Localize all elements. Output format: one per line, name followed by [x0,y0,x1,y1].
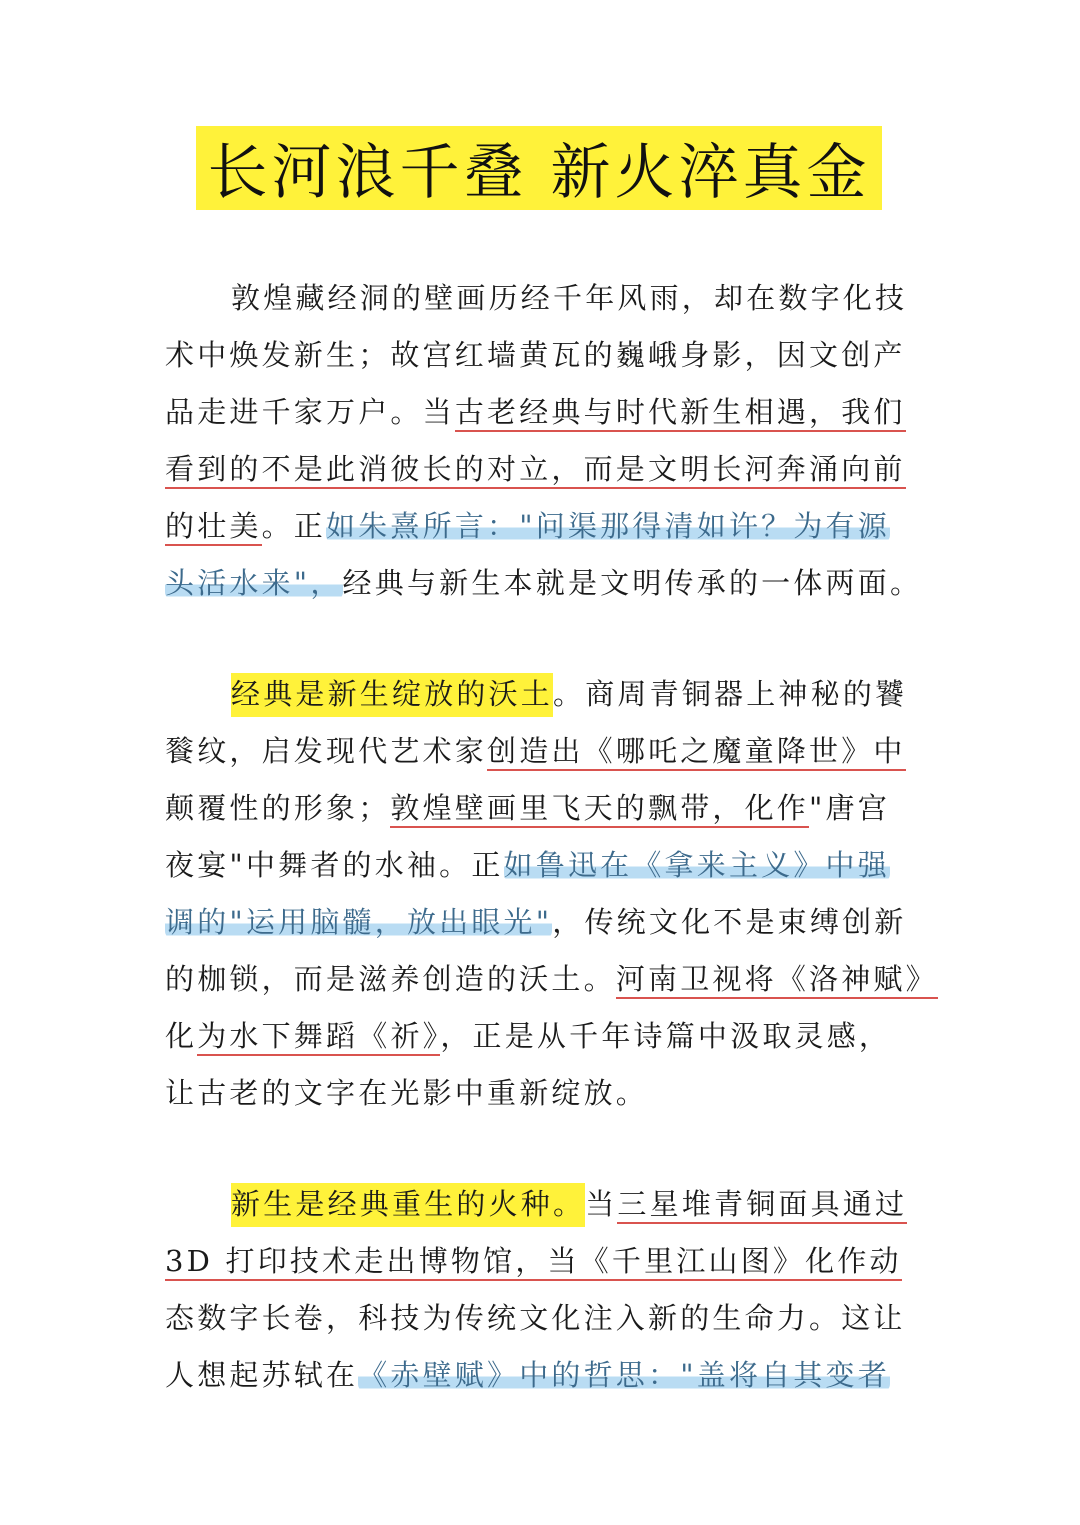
text-segment: 人想起苏轼在 [165,1358,359,1392]
text-line [165,1065,925,1122]
text-line [165,327,925,384]
text-segment: 敦煌藏经洞的壁画历经千年风雨，却在数字化技 [231,281,908,315]
underlined-text: 的壮美 [165,509,262,546]
text-line [165,666,925,723]
quote-highlight: 《赤壁赋》中的哲思："盖将自其变者 [358,1358,890,1392]
underlined-text: 河南卫视将《洛神赋》 [616,962,938,999]
text-line [165,1008,925,1065]
text-segment: 。商周青铜器上神秘的饕 [553,677,908,711]
page-title: 长河浪千叠 新火淬真金 [207,138,871,208]
quote-highlight: 如朱熹所言："问渠那得清如许？为有源 [326,509,890,543]
text-segment: 餮纹，启发现代艺术家 [165,734,488,768]
text-line [165,1347,925,1404]
text-line [165,780,925,837]
paragraph-1 [165,270,925,612]
text-line [165,441,925,498]
quote-highlight: 头活水来"， [165,566,343,600]
underlined-text: 三星堆青铜面具通过 [617,1187,907,1224]
text-segment: 态数字长卷，科技为传统文化注入新的生命力。这让 [165,1301,906,1335]
text-line [165,555,925,612]
underlined-text: 敦煌壁画里飞天的飘带，化作 [390,791,809,828]
text-segment: 术中焕发新生；故宫红墙黄瓦的巍峨身影，因文创产 [165,338,906,372]
text-segment: "唐宫 [809,791,890,825]
text-segment: 品走进千家万户。当 [165,395,455,429]
text-segment: ，正是从千年诗篇中汲取灵感， [440,1019,892,1053]
text-segment: 颠覆性的形象； [165,791,391,825]
paragraph-3 [165,1176,925,1404]
text-segment: 的枷锁，而是滋养创造的沃土。 [165,962,616,996]
title-highlight [196,126,882,210]
underlined-text: 看到的不是此消彼长的对立，而是文明长河奔涌向前 [165,452,906,489]
quote-highlight: 如鲁迅在《拿来主义》中强 [503,848,890,882]
underlined-text: 创造出《哪吒之魔童降世》中 [487,734,906,771]
text-line [165,270,925,327]
underlined-text: 古老经典与时代新生相遇，我们 [455,395,906,432]
text-line [165,951,938,1008]
section-heading-highlight: 经典是新生绽放的沃土 [231,673,553,717]
text-line [165,1233,925,1290]
quote-highlight: 调的"运用脑髓，放出眼光" [165,905,553,939]
text-line [165,894,925,951]
underlined-text: 为水下舞蹈《祈》 [197,1019,440,1056]
text-segment: ，传统文化不是束缚创新 [552,905,907,939]
text-segment: 化 [165,1019,198,1053]
text-segment: 夜宴"中舞者的水袖。正 [165,848,504,882]
text-line [165,837,925,894]
underlined-text: 3D 打印技术走出博物馆，当《千里江山图》化作动 [165,1244,902,1281]
section-heading-highlight: 新生是经典重生的火种。 [231,1183,585,1227]
text-segment: 当 [585,1187,618,1221]
text-line [165,1176,925,1233]
text-line [165,1290,925,1347]
paragraph-2 [165,666,938,1122]
text-line [165,384,925,441]
text-line [165,723,925,780]
text-segment: 经典与新生本就是文明传承的一体两面。 [342,566,923,600]
text-line [165,498,925,555]
text-segment: 让古老的文字在光影中重新绽放。 [165,1076,649,1110]
text-segment: 。正 [261,509,327,543]
